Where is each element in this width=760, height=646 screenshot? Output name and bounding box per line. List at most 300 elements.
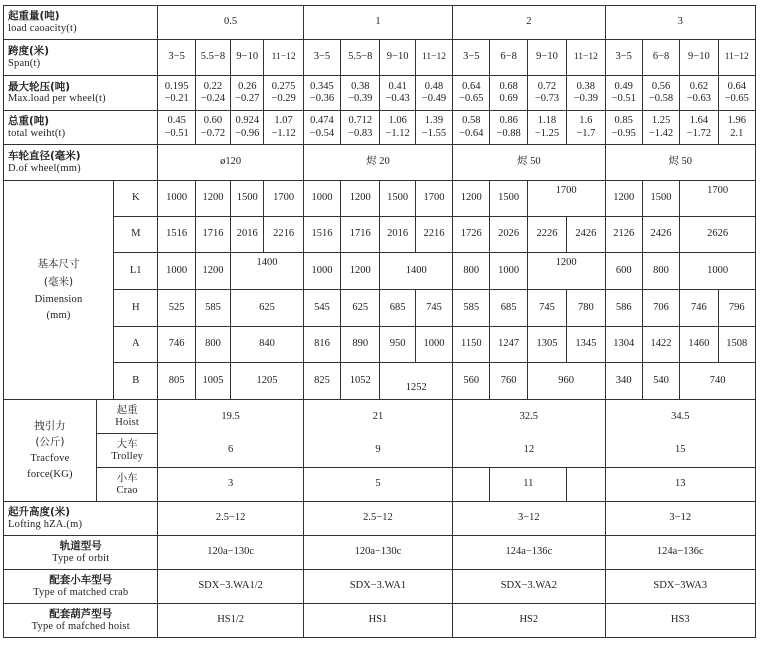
total-weight-cell [380, 111, 415, 145]
traction-gap [567, 468, 605, 502]
value-top: 0.62 [689, 80, 709, 92]
dimension-cell: 1508 [718, 327, 755, 363]
dimension-cell: 1200 [341, 181, 380, 217]
value-bottom: −0.65 [724, 93, 749, 104]
max-load-cell [453, 76, 490, 111]
crab-type-cell: SDX−3.WA1 [303, 570, 452, 604]
max-load-cell [490, 76, 527, 111]
value-bottom: −0.36 [309, 93, 335, 104]
dimension-cell: 1500 [231, 181, 264, 217]
value-bottom: −1.12 [271, 127, 296, 139]
span-cell: 9−10 [527, 40, 566, 76]
value-bottom: −1.42 [648, 127, 674, 139]
max-load-cell [567, 76, 605, 111]
dimension-cell: 1400 [231, 253, 304, 290]
value-bottom: −0.63 [686, 93, 712, 104]
dimension-cell: 840 [231, 327, 304, 363]
total-weight-cell [490, 111, 527, 145]
value-bottom: −0.29 [271, 93, 296, 104]
dimension-cell: 1304 [605, 327, 642, 363]
dimension-cell: 1700 [680, 181, 756, 217]
traction-cell: 5 [303, 468, 452, 502]
total-weight-cell [303, 111, 340, 145]
total-weight-header [4, 111, 158, 145]
dimension-cell: 1700 [264, 181, 303, 217]
span-cell: 9−10 [680, 40, 718, 76]
max-load-cell [195, 76, 230, 111]
value-bottom: −0.65 [459, 93, 484, 104]
span-cell: 11−12 [264, 40, 303, 76]
traction-cell: 9 [303, 434, 452, 468]
hoist-type-cell: HS1/2 [158, 604, 303, 638]
max-load-zh: 最大轮压(吨) [8, 80, 71, 93]
capacity-cell: 1 [303, 6, 452, 40]
dimension-cell: 960 [527, 363, 605, 400]
dimension-row-h [4, 290, 756, 327]
dimension-cell: 586 [605, 290, 642, 327]
max-load-en: Max.load per wheel(t) [8, 93, 106, 104]
dimension-cell: 1500 [642, 181, 679, 217]
span-row [4, 40, 756, 76]
value-top: 1.64 [689, 115, 709, 127]
value-bottom: 2.1 [730, 127, 744, 139]
dimension-cell: 1345 [567, 327, 605, 363]
dimension-cell: 825 [303, 363, 340, 400]
dimension-label: H [114, 290, 158, 327]
hoist-en: Hoist [115, 416, 140, 428]
value-top: 1.07 [274, 115, 293, 127]
traction-cell: 15 [605, 434, 755, 468]
dimension-cell: 685 [490, 290, 527, 327]
dimension-cell: 625 [231, 290, 304, 327]
dimension-cell: 1305 [527, 327, 566, 363]
hoist-type-cell: HS3 [605, 604, 755, 638]
max-load-cell [380, 76, 415, 111]
value-top: 0.64 [727, 80, 746, 92]
dimension-cell: 1422 [642, 327, 679, 363]
lifting-cell: 2.5−12 [158, 502, 303, 536]
dimension-row-l1 [4, 253, 756, 290]
wheel-cell: ø120 [158, 145, 303, 181]
value-top: 1.06 [388, 115, 407, 127]
value-top: 0.85 [614, 115, 633, 127]
value-bottom: −0.96 [235, 127, 260, 139]
dimension-cell: 2216 [264, 217, 303, 253]
total-weight-cell [158, 111, 195, 145]
traction-row-hoist [4, 400, 756, 434]
value-top: 1.96 [727, 115, 746, 127]
dimension-cell: 1516 [303, 217, 340, 253]
value-top: 0.712 [348, 115, 373, 127]
span-cell: 5.5−8 [195, 40, 230, 76]
dimension-cell: 1716 [341, 217, 380, 253]
dimension-cell: 760 [490, 363, 527, 400]
dimension-cell: 800 [195, 327, 230, 363]
wheel-cell: 烬 20 [303, 145, 452, 181]
span-cell: 6−8 [490, 40, 527, 76]
dimension-cell: 1460 [680, 327, 718, 363]
span-cell: 11−12 [567, 40, 605, 76]
dimension-cell: 805 [158, 363, 195, 400]
orbit-header [4, 536, 158, 570]
traction-header [4, 400, 97, 502]
capacity-cell: 2 [453, 6, 605, 40]
value-top: 1.6 [579, 115, 593, 127]
dimension-cell: 1252 [380, 363, 453, 400]
crab-type-en: Type of matched crab [33, 586, 129, 598]
traction-row-crab [4, 468, 756, 502]
traction-cell: 21 [303, 400, 452, 434]
value-top: 0.195 [164, 80, 189, 92]
value-bottom: −0.72 [200, 127, 226, 139]
span-cell: 3−5 [453, 40, 490, 76]
value-top: 0.49 [614, 80, 633, 92]
dimension-en: Dimension [34, 294, 83, 305]
dimension-cell: 2226 [527, 217, 566, 253]
traction-cell: 11 [490, 468, 567, 502]
value-bottom: −0.49 [421, 93, 447, 104]
span-en: Span(t) [8, 57, 41, 69]
dimension-cell: 1200 [341, 253, 380, 290]
dimension-header [4, 181, 114, 400]
dimension-cell: 816 [303, 327, 340, 363]
max-load-cell [605, 76, 642, 111]
dimension-cell: 2426 [642, 217, 679, 253]
span-cell: 9−10 [380, 40, 415, 76]
value-top: 0.38 [351, 80, 370, 92]
dimension-cell: 1247 [490, 327, 527, 363]
dimension-cell: 1000 [303, 253, 340, 290]
dimension-zh-unit: (毫米) [43, 275, 74, 288]
lifting-row [4, 502, 756, 536]
span-cell: 5.5−8 [341, 40, 380, 76]
wheel-cell: 烬 50 [453, 145, 605, 181]
value-bottom: −0.64 [459, 127, 484, 139]
total-weight-cell [453, 111, 490, 145]
lifting-cell: 2.5−12 [303, 502, 452, 536]
dimension-cell: 1200 [195, 253, 230, 290]
hoist-type-zh: 配套葫芦型号 [49, 608, 113, 621]
value-bottom: −0.51 [611, 93, 636, 104]
value-top: 0.22 [203, 80, 223, 92]
max-load-cell [527, 76, 566, 111]
crab-type-cell: SDX−3.WA1/2 [158, 570, 303, 604]
dimension-cell: 950 [380, 327, 415, 363]
max-load-cell [303, 76, 340, 111]
dimension-cell: 1700 [415, 181, 452, 217]
dimension-cell: 2016 [231, 217, 264, 253]
dimension-row-k [4, 181, 756, 217]
span-cell: 6−8 [642, 40, 679, 76]
dimension-row-a [4, 327, 756, 363]
span-cell: 3−5 [303, 40, 340, 76]
dimension-cell: 1150 [453, 327, 490, 363]
value-bottom: −1.72 [686, 127, 712, 139]
dimension-cell: 1500 [490, 181, 527, 217]
dimension-cell: 540 [642, 363, 679, 400]
dimension-cell: 796 [718, 290, 755, 327]
total-weight-cell [605, 111, 642, 145]
dimension-cell: 890 [341, 327, 380, 363]
max-load-cell [231, 76, 264, 111]
total-weight-cell [341, 111, 380, 145]
crab-type-header [4, 570, 158, 604]
dimension-cell: 1205 [231, 363, 304, 400]
traction-gap [453, 468, 490, 502]
crab-type-zh: 配套小车型号 [49, 574, 113, 587]
dimension-cell: 1400 [380, 253, 453, 290]
total-weight-cell [680, 111, 718, 145]
value-bottom: −0.43 [385, 93, 410, 104]
value-bottom: −0.51 [164, 127, 189, 139]
orbit-cell: 120a−130c [158, 536, 303, 570]
dimension-cell: 1200 [453, 181, 490, 217]
traction-cell: 32.5 [453, 400, 605, 434]
total-weight-cell [231, 111, 264, 145]
dimension-cell: 1052 [341, 363, 380, 400]
dimension-row-m [4, 217, 756, 253]
dimension-cell: 1005 [195, 363, 230, 400]
span-cell: 3−5 [605, 40, 642, 76]
dimension-cell: 1200 [605, 181, 642, 217]
hoist-type-row [4, 604, 756, 638]
lifting-cell: 3−12 [453, 502, 605, 536]
total-weight-cell [195, 111, 230, 145]
dimension-cell: 745 [415, 290, 452, 327]
dimension-cell: 800 [642, 253, 679, 290]
dimension-cell: 800 [453, 253, 490, 290]
total-weight-cell [415, 111, 452, 145]
dimension-cell: 1716 [195, 217, 230, 253]
capacity-en: load caoacity(t) [8, 22, 77, 34]
dimension-label: B [114, 363, 158, 400]
value-top: 0.41 [388, 80, 407, 92]
value-top: 0.38 [576, 80, 596, 92]
value-top: 0.68 [499, 80, 518, 92]
max-load-cell [158, 76, 195, 111]
dimension-row-b [4, 363, 756, 400]
lifting-zh: 起升高度(米) [8, 506, 71, 519]
span-zh: 跨度(米) [8, 45, 50, 58]
span-cell: 11−12 [415, 40, 452, 76]
dimension-cell: 545 [303, 290, 340, 327]
total-weight-zh: 总重(吨) [8, 115, 50, 128]
max-load-cell [415, 76, 452, 111]
value-top: 0.60 [203, 115, 223, 127]
value-top: 1.39 [424, 115, 444, 127]
dimension-cell: 525 [158, 290, 195, 327]
dimension-cell: 1500 [380, 181, 415, 217]
traction-zh: 拽引力 [34, 420, 66, 433]
wheel-zh: 车轮直径(毫米) [8, 150, 81, 163]
span-cell: 11−12 [718, 40, 755, 76]
dimension-cell: 625 [341, 290, 380, 327]
dimension-cell: 1726 [453, 217, 490, 253]
value-top: 0.45 [167, 115, 186, 127]
orbit-zh: 轨道型号 [59, 540, 102, 553]
dimension-cell: 1000 [303, 181, 340, 217]
total-weight-en: total weiht(t) [8, 127, 66, 139]
traction-cell: 3 [158, 468, 303, 502]
traction-en-unit: force(KG) [27, 468, 73, 480]
dimension-cell: 740 [680, 363, 756, 400]
dimension-cell: 745 [527, 290, 566, 327]
dimension-cell: 2626 [680, 217, 756, 253]
dimension-cell: 1000 [158, 253, 195, 290]
orbit-cell: 124a−136c [605, 536, 755, 570]
orbit-cell: 124a−136c [453, 536, 605, 570]
wheel-cell: 烬 50 [605, 145, 755, 181]
total-weight-cell [718, 111, 755, 145]
total-weight-cell [527, 111, 566, 145]
dimension-cell: 1000 [680, 253, 756, 290]
orbit-cell: 120a−130c [303, 536, 452, 570]
dimension-cell: 2126 [605, 217, 642, 253]
lifting-en: Lofting hZA.(m) [8, 518, 83, 530]
dimension-cell: 585 [453, 290, 490, 327]
traction-sub-crab [96, 468, 158, 502]
dimension-cell: 560 [453, 363, 490, 400]
value-top: 0.275 [271, 80, 296, 92]
hoist-zh: 起重 [116, 404, 138, 417]
dimension-cell: 340 [605, 363, 642, 400]
value-bottom: −0.27 [235, 93, 260, 104]
wheel-en: D.of wheel(mm) [8, 162, 81, 174]
wheel-header [4, 145, 158, 181]
dimension-en-unit: (mm) [46, 310, 71, 322]
value-bottom: −1.12 [385, 127, 410, 139]
max-load-cell [718, 76, 755, 111]
wheel-row [4, 145, 756, 181]
dimension-cell: 685 [380, 290, 415, 327]
value-top: 0.72 [537, 80, 557, 92]
trolley-zh: 大车 [116, 438, 138, 451]
value-bottom: −1.25 [534, 127, 560, 139]
value-bottom: 0.69 [499, 93, 518, 104]
max-load-cell [264, 76, 303, 111]
dimension-cell: 585 [195, 290, 230, 327]
hoist-type-cell: HS2 [453, 604, 605, 638]
value-top: 0.48 [424, 80, 444, 92]
capacity-cell: 3 [605, 6, 755, 40]
value-top: 1.25 [651, 115, 671, 127]
dimension-zh: 基本尺寸 [37, 257, 80, 270]
max-load-header [4, 76, 158, 111]
value-bottom: −0.21 [164, 93, 189, 104]
dimension-cell: 1000 [490, 253, 527, 290]
value-top: 0.474 [310, 115, 334, 127]
value-top: 0.345 [310, 80, 334, 92]
dimension-cell: 600 [605, 253, 642, 290]
dimension-label: L1 [114, 253, 158, 290]
dimension-cell: 1000 [158, 181, 195, 217]
lifting-cell: 3−12 [605, 502, 755, 536]
dimension-cell: 1700 [527, 181, 605, 217]
span-cell: 9−10 [231, 40, 264, 76]
crab-en: Crao [116, 484, 138, 496]
dimension-label: A [114, 327, 158, 363]
dimension-cell: 2426 [567, 217, 605, 253]
hoist-type-en: Type of mafched hoist [31, 620, 130, 632]
value-top: 0.56 [651, 80, 671, 92]
value-bottom: −0.24 [200, 93, 226, 104]
dimension-cell: 1200 [195, 181, 230, 217]
total-weight-cell [642, 111, 679, 145]
value-bottom: −0.54 [309, 127, 335, 139]
value-top: 0.86 [499, 115, 518, 127]
traction-cell: 13 [605, 468, 755, 502]
capacity-row [4, 6, 756, 40]
value-bottom: −1.7 [576, 127, 596, 139]
max-load-cell [642, 76, 679, 111]
span-cell: 3−5 [158, 40, 195, 76]
dimension-cell: 746 [158, 327, 195, 363]
total-weight-row [4, 111, 756, 145]
max-load-cell [341, 76, 380, 111]
dimension-label: K [114, 181, 158, 217]
capacity-header [4, 6, 158, 40]
hoist-type-header [4, 604, 158, 638]
value-top: 0.64 [462, 80, 481, 92]
dimension-cell: 746 [680, 290, 718, 327]
value-bottom: −0.58 [648, 93, 674, 104]
dimension-label: M [114, 217, 158, 253]
total-weight-cell [567, 111, 605, 145]
crab-type-row [4, 570, 756, 604]
traction-cell: 19.5 [158, 400, 303, 434]
dimension-cell: 1200 [527, 253, 605, 290]
dimension-cell: 2216 [415, 217, 452, 253]
span-header [4, 40, 158, 76]
dimension-cell: 706 [642, 290, 679, 327]
traction-sub-hoist [96, 400, 158, 434]
max-load-row [4, 76, 756, 111]
value-top: 1.18 [537, 115, 557, 127]
value-top: 0.58 [462, 115, 481, 127]
hoist-type-cell: HS1 [303, 604, 452, 638]
value-top: 0.924 [235, 115, 260, 127]
traction-sub-trolley [96, 434, 158, 468]
dimension-cell: 780 [567, 290, 605, 327]
orbit-en: Type of orbit [52, 552, 110, 564]
value-bottom: −0.95 [611, 127, 636, 139]
dimension-cell: 1000 [415, 327, 452, 363]
dimension-cell: 2026 [490, 217, 527, 253]
capacity-cell: 0.5 [158, 6, 303, 40]
crab-type-cell: SDX−3WA3 [605, 570, 755, 604]
value-bottom: −0.73 [534, 93, 560, 104]
traction-cell: 34.5 [605, 400, 755, 434]
max-load-cell [680, 76, 718, 111]
traction-cell: 12 [453, 434, 605, 468]
traction-row-trolley [4, 434, 756, 468]
value-bottom: −1.55 [421, 127, 447, 139]
value-bottom: −0.39 [573, 93, 598, 104]
crab-type-cell: SDX−3.WA2 [453, 570, 605, 604]
value-top: 0.26 [238, 80, 257, 92]
traction-cell: 6 [158, 434, 303, 468]
value-bottom: −0.83 [348, 127, 373, 139]
trolley-en: Trolley [111, 450, 144, 462]
capacity-zh: 起重量(吨) [8, 10, 60, 23]
lifting-header [4, 502, 158, 536]
crab-zh: 小车 [116, 472, 138, 485]
dimension-cell: 1516 [158, 217, 195, 253]
traction-en: Tracfove [30, 452, 70, 464]
dimension-cell: 2016 [380, 217, 415, 253]
value-bottom: −0.88 [496, 127, 521, 139]
traction-zh-unit: (公斤) [35, 436, 65, 449]
